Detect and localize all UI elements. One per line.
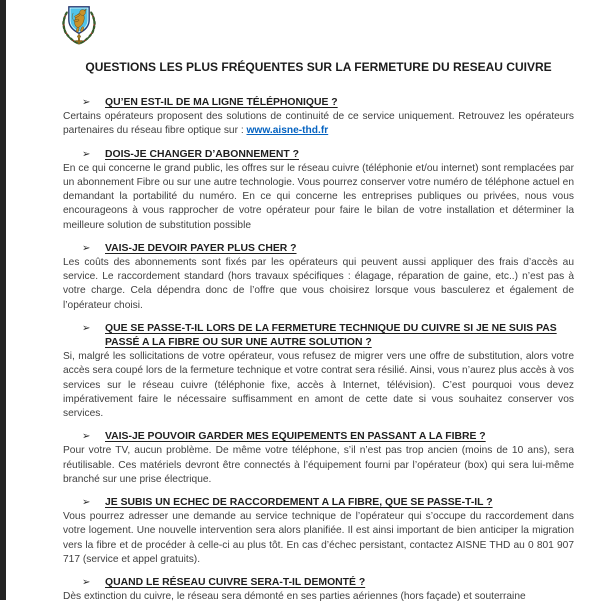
question-heading: ➢ VAIS-JE DEVOIR PAYER PLUS CHER ? bbox=[63, 242, 574, 256]
faq-section-ligne-telephonique bbox=[63, 96, 574, 139]
answer-paragraph: Les coûts des abonnements sont fixés par les opérateurs qui peuvent aussi appliquer des frais d’accès au service. Le raccordement standard (hors travaux spécifiques : élagage, réparation de gaine, etc..) n’est pas à votre charge. Cela dépendra donc de l’offre que vous choisirez lorsque vous basculerez et également de l’opérateur choisi. bbox=[63, 257, 574, 311]
scan-edge-bar bbox=[0, 0, 6, 600]
answer-paragraph: Vous pourrez adresser une demande au service technique de l’opérateur qui s’occupe du raccordement dans votre logement. Une nouvelle intervention sera alors planifiée. Il est ainsi important de bien anticiper la migration vers la fibre et de procéder à celle-ci au plus tôt. En cas d’échec persistant, contactez AISNE THD au 0 801 907 717 (service et appel gratuits). bbox=[63, 511, 574, 565]
question-heading: ➢ VAIS-JE POUVOIR GARDER MES EQUIPEMENTS EN PASSANT A LA FIBRE ? bbox=[63, 430, 574, 444]
faq-section-fermeture-technique bbox=[63, 322, 574, 421]
page-title: QUESTIONS LES PLUS FRÉQUENTES SUR LA FERMETURE DU RESEAU CUIVRE bbox=[85, 60, 552, 74]
question-heading: ➢ JE SUBIS UN ECHEC DE RACCORDEMENT A LA FIBRE, QUE SE PASSE-T-IL ? bbox=[63, 496, 574, 510]
aisne-coat-of-arms-logo bbox=[59, 2, 99, 47]
answer-paragraph bbox=[63, 110, 574, 138]
answer-paragraph: Si, malgré les sollicitations de votre opérateur, vous refusez de migrer vers une offre de substitution, alors votre accès sera coupé lors de la fermeture technique et votre contrat sera résilié. Ainsi, vous n’aurez plus accès à vos services sur le réseau cuivre (téléphonie fixe, accès à Internet, télévision). C’est pourquoi vous devez impérativement faire le nécessaire suffisamment en amont de cette date si vous souhaitez conserver vos services. bbox=[63, 351, 574, 420]
answer-paragraph: Pour votre TV, aucun problème. De même votre téléphone, s’il n’est pas trop ancien (moins de 10 ans), sera réutilisable. Ces matériels devront être connectés à l’équipement fourni par l’opérateur (box) qui sera lui-même branché sur une prise électrique. bbox=[63, 445, 574, 485]
answer-text: Certains opérateurs proposent des solutions de continuité de ce service uniquement. Retrouvez les opérateurs partenaires du réseau fibre optique sur : bbox=[63, 111, 574, 137]
arrow-bullet-icon: ➢ bbox=[82, 148, 91, 160]
answer-paragraph: Dès extinction du cuivre, le réseau sera démonté en ses parties aériennes (hors façade) et souterraine bbox=[63, 591, 526, 603]
aisne-thd-link[interactable]: www.aisne-thd.fr bbox=[246, 125, 329, 137]
faq-section-changer-abonnement bbox=[63, 148, 574, 233]
question-heading: ➢ QUAND LE RÉSEAU CUIVRE SERA-T-IL DEMONTÉ ? bbox=[63, 576, 574, 590]
arrow-bullet-icon: ➢ bbox=[82, 497, 91, 509]
faq-section-payer-plus-cher bbox=[63, 242, 574, 313]
answer-paragraph: En ce qui concerne le grand public, les offres sur le réseau cuivre (téléphonie et/ou internet) sont remplacées par un abonnement Fibre ou sur une autre technologie. Vous pourrez conserver votre numéro de téléphone actuel en demandant la portabilité du numéro. En ce qui concerne les entreprises publiques ou privées, nous vous encourageons à vous rapprocher de votre opérateur pour faire le bilan de votre installation et déterminer la meilleure solution de substitution possible bbox=[63, 162, 574, 231]
question-heading: ➢ QU’EN EST-IL DE MA LIGNE TÉLÉPHONIQUE ? bbox=[63, 96, 574, 110]
arrow-bullet-icon: ➢ bbox=[82, 242, 91, 254]
document-page bbox=[63, 60, 574, 605]
faq-section-demontage-reseau bbox=[63, 576, 574, 604]
arrow-bullet-icon: ➢ bbox=[82, 431, 91, 443]
question-heading: ➢ DOIS-JE CHANGER D’ABONNEMENT ? bbox=[63, 148, 574, 162]
faq-section-echec-raccordement bbox=[63, 496, 574, 567]
arrow-bullet-icon: ➢ bbox=[82, 322, 91, 334]
arrow-bullet-icon: ➢ bbox=[82, 97, 91, 108]
faq-section-garder-equipements bbox=[63, 430, 574, 487]
question-heading: ➢ QUE SE PASSE-T-IL LORS DE LA FERMETURE TECHNIQUE DU CUIVRE SI JE NE SUIS PAS PASSÉ A LA FIBRE OU SUR UNE AUTRE SOLUTION ? bbox=[82, 322, 557, 349]
arrow-bullet-icon: ➢ bbox=[82, 577, 91, 589]
